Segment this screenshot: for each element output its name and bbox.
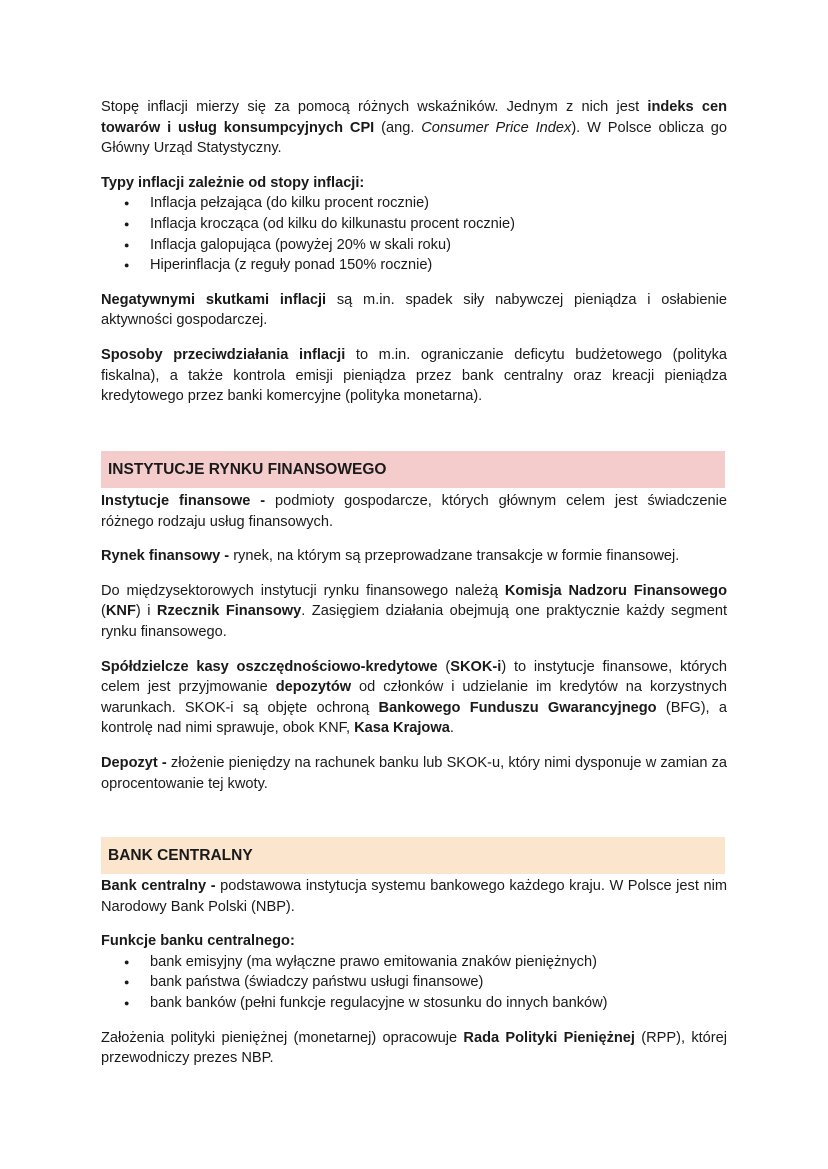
text: rynek, na którym są przeprowadzane transakcje w formie finansowej.	[229, 548, 680, 565]
bold-text: Rynek finansowy -	[101, 548, 230, 565]
text: to m.in. ograniczanie deficytu budżetowego (polityka fiskalna), a także kontrola emisji pieniądza przez bank centralny oraz kreacji pieniądza kredytowego przez banki komercyjne (polityka monetarna).	[101, 346, 727, 405]
list-item: ● bank emisyjny (ma wyłączne prawo emitowania znaków pieniężnych)	[101, 952, 727, 973]
bold-text: SKOK-i	[450, 658, 502, 675]
text: . Zasięgiem działania obejmują one praktycznie każdy segment rynku finansowego.	[101, 603, 728, 640]
bold-text: depozytów	[275, 679, 352, 696]
section-heading-central-bank: BANK CENTRALNY	[101, 837, 725, 874]
text: .	[449, 720, 454, 737]
bold-text: Sposoby przeciwdziałania inflacji	[101, 346, 346, 363]
text: są m.in. spadek siły nabywczej pieniądza i osłabienie aktywności gospodarczej.	[101, 291, 727, 329]
text: (RPP), której przewodniczy prezes NBP.	[101, 1029, 728, 1067]
text: (	[437, 658, 451, 675]
deposit-paragraph	[101, 753, 727, 794]
inflation-types-list	[101, 193, 727, 275]
bold-text: Rzecznik Finansowy	[156, 603, 302, 620]
central-bank-functions-heading: Funkcje banku centralnego:	[101, 933, 295, 950]
central-bank-content	[101, 876, 727, 1069]
list-item: ● Inflacja pełzająca (do kilku procent rocznie)	[101, 193, 727, 214]
bold-text: indeks cen towarów i usług konsumpcyjnych CPI	[101, 99, 728, 136]
inflation-types-heading: Typy inflacji zależnie od stopy inflacji:	[101, 174, 365, 191]
bold-text: Rada Polityki Pieniężnej	[463, 1029, 635, 1046]
financial-institutions-content	[101, 491, 727, 794]
bold-text: Spółdzielcze kasy oszczędnościowo-kredytowe	[101, 658, 438, 675]
text: (ang.	[374, 119, 422, 136]
central-bank-functions-list	[101, 952, 727, 1014]
text: Założenia polityki pieniężnej (monetarnej) opracowuje	[101, 1029, 464, 1046]
text: ) i	[135, 603, 157, 620]
financial-institutions-paragraph	[101, 491, 727, 532]
text: złożenie pieniędzy na rachunek banku lub SKOK-u, który nimi dysponuje w zamian za oprocentowanie tej kwoty.	[101, 754, 728, 792]
financial-market-paragraph	[101, 546, 727, 567]
counteraction-paragraph	[101, 345, 727, 407]
inflation-content	[101, 97, 727, 407]
bold-text: KNF	[105, 603, 136, 620]
text: podstawowa instytucja systemu bankowego każdego kraju. W Polsce jest nim Narodowy Bank Polski (NBP).	[101, 878, 727, 915]
bold-text: Negatywnymi skutkami inflacji	[101, 291, 327, 308]
bold-text: Bankowego Funduszu Gwarancyjnego	[378, 699, 657, 716]
negative-effects-paragraph	[101, 290, 727, 331]
monetary-policy-paragraph	[101, 1028, 727, 1069]
list-item: ● Hiperinflacja (z reguły ponad 150% rocznie)	[101, 255, 727, 276]
text: Do międzysektorowych instytucji rynku finansowego należą	[101, 582, 505, 599]
bold-text: Instytucje finansowe -	[101, 493, 266, 509]
section-heading-financial-institutions: INSTYTUCJE RYNKU FINANSOWEGO	[101, 451, 725, 488]
bold-text: Komisja Nadzoru Finansowego	[504, 582, 728, 599]
text: podmioty gospodarcze, których głównym celem jest świadczenie różnego rodzaju usług finansowych.	[101, 493, 727, 530]
bold-text: Bank centralny -	[101, 878, 216, 894]
list-item: ● bank banków (pełni funkcje regulacyjne w stosunku do innych banków)	[101, 993, 727, 1014]
text: (	[101, 603, 106, 620]
text: Stopę inflacji mierzy się za pomocą różnych wskaźników. Jednym z nich jest	[101, 99, 648, 115]
text: ) to instytucje finansowe, których celem jest przyjmowanie	[101, 658, 727, 696]
intersector-institutions-paragraph	[101, 581, 727, 643]
bold-text: Depozyt -	[101, 754, 167, 771]
list-item: ● Inflacja krocząca (od kilku do kilkunastu procent rocznie)	[101, 214, 727, 235]
text: ). W Polsce oblicza go Główny Urząd Statystyczny.	[101, 119, 727, 157]
list-item: ● Inflacja galopująca (powyżej 20% w skali roku)	[101, 235, 727, 256]
italic-text: Consumer Price Index	[421, 119, 572, 136]
list-item: ● bank państwa (świadczy państwu usługi finansowe)	[101, 972, 727, 993]
cpi-paragraph	[101, 97, 727, 159]
central-bank-paragraph	[101, 876, 727, 917]
text: od członków i udzielanie im kredytów na korzystnych warunkach. SKOK-i są objęte ochroną	[101, 679, 727, 716]
bold-text: Kasa Krajowa	[354, 720, 450, 737]
text: (BFG), a kontrolę nad nimi sprawuje, obok KNF,	[101, 699, 727, 737]
skok-paragraph	[101, 657, 727, 739]
